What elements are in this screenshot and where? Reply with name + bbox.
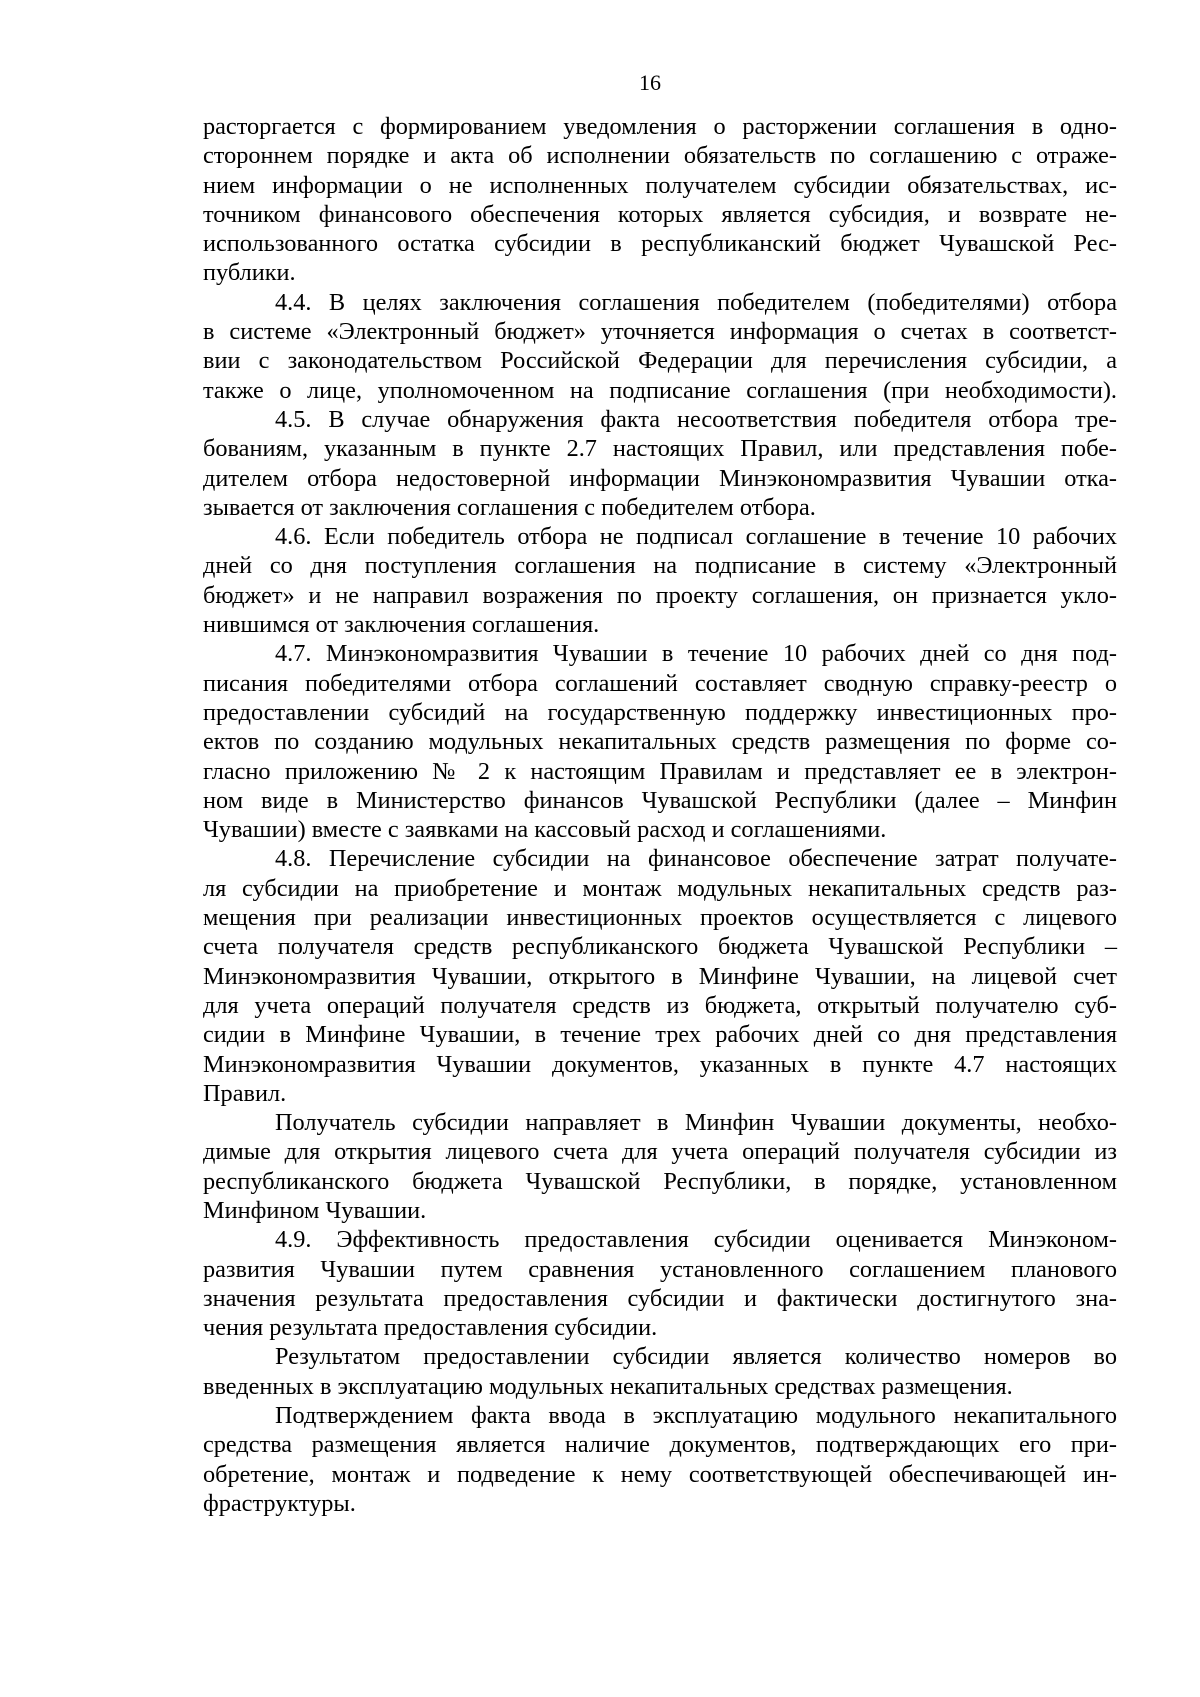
- text-line: фраструктуры.: [203, 1489, 356, 1517]
- text-line: развития Чувашии путем сравнения установленного соглашением планового: [203, 1255, 1117, 1283]
- text-line: средства размещения является наличие документов, подтверждающих его при-: [203, 1431, 1117, 1459]
- text-line: для учета операций получателя средств из бюджета, открытый получателю суб-: [203, 991, 1117, 1019]
- text-line: гласно приложению № 2 к настоящим Правилам и представляет ее в электрон-: [203, 757, 1117, 785]
- text-line: димые для открытия лицевого счета для учета операций получателя субсидии из: [203, 1138, 1117, 1166]
- page-number: 16: [639, 70, 661, 95]
- text-line: бюджет» и не направил возражения по проекту соглашения, он признается укло-: [203, 581, 1117, 609]
- text-line: зывается от заключения соглашения с победителем отбора.: [203, 493, 816, 521]
- text-line: нившимся от заключения соглашения.: [203, 611, 600, 639]
- text-line: предоставлении субсидий на государственную поддержку инвестиционных про-: [203, 698, 1117, 726]
- paragraph-4-8: [203, 844, 1117, 1108]
- text-line: ектов по созданию модульных некапитальных средств размещения по форме со-: [203, 728, 1117, 756]
- text-line: Результатом предоставлении субсидии является количество номеров во: [275, 1343, 1117, 1371]
- text-line: сидии в Минфине Чувашии, в течение трех рабочих дней со дня представления: [203, 1021, 1117, 1049]
- text-line: дителем отбора недостоверной информации Минэкономразвития Чувашии отка-: [203, 464, 1117, 492]
- text-line: 4.4. В целях заключения соглашения победителем (победителями) отбора: [275, 288, 1117, 316]
- text-line: Получатель субсидии направляет в Минфин Чувашии документы, необхо-: [275, 1109, 1117, 1137]
- text-line: обретение, монтаж и подведение к нему соответствующей обеспечивающей ин-: [203, 1460, 1117, 1488]
- text-line: значения результата предоставления субсидии и фактически достигнутого зна-: [203, 1284, 1117, 1312]
- text-line: в системе «Электронный бюджет» уточняется информация о счетах в соответст-: [203, 318, 1117, 346]
- paragraph-result: [203, 1342, 1117, 1401]
- text-line: вии с законодательством Российской Федерации для перечисления субсидии, а: [203, 347, 1117, 375]
- text-line: публики.: [203, 259, 296, 287]
- text-line: Минэкономразвития Чувашии, открытого в Минфине Чувашии, на лицевой счет: [203, 962, 1117, 990]
- text-line: мещения при реализации инвестиционных проектов осуществляется с лицевого: [203, 904, 1117, 932]
- text-line: Минэкономразвития Чувашии документов, указанных в пункте 4.7 настоящих: [203, 1050, 1117, 1078]
- document-body: [203, 112, 1117, 1518]
- text-line: Минфином Чувашии.: [203, 1196, 427, 1224]
- paragraph-4-7: [203, 639, 1117, 844]
- text-line: ном виде в Министерство финансов Чувашской Республики (далее – Минфин: [203, 786, 1117, 814]
- text-line: 4.5. В случае обнаружения факта несоответствия победителя отбора тре-: [275, 405, 1117, 433]
- text-line: стороннем порядке и акта об исполнении обязательств по соглашению с отраже-: [203, 142, 1117, 170]
- text-line: бованиям, указанным в пункте 2.7 настоящих Правил, или представления побе-: [203, 435, 1117, 463]
- text-line: счета получателя средств республиканского бюджета Чувашской Республики –: [203, 933, 1117, 961]
- text-line: писания победителями отбора соглашений составляет сводную справку-реестр о: [203, 669, 1117, 697]
- text-line: точником финансового обеспечения которых является субсидия, и возврате не-: [203, 200, 1117, 228]
- paragraph-recipient: [203, 1108, 1117, 1225]
- paragraph-4-6: [203, 522, 1117, 639]
- text-line: расторгается с формированием уведомления о расторжении соглашения в одно-: [203, 113, 1117, 140]
- text-line: ля субсидии на приобретение и монтаж модульных некапитальных средств раз-: [203, 874, 1117, 902]
- paragraph-4-5: [203, 405, 1117, 522]
- text-line: чения результата предоставления субсидии.: [203, 1314, 658, 1342]
- text-line: Подтверждением факта ввода в эксплуатацию модульного некапитального: [275, 1402, 1117, 1430]
- text-line: 4.6. Если победитель отбора не подписал соглашение в течение 10 рабочих: [275, 523, 1117, 551]
- text-line: также о лице, уполномоченном на подписание соглашения (при необходимости).: [203, 376, 1117, 404]
- text-line: Чувашии) вместе с заявками на кассовый расход и соглашениями.: [203, 816, 887, 844]
- text-line: республиканского бюджета Чувашской Республики, в порядке, установленном: [203, 1167, 1117, 1195]
- paragraph-4-4: [203, 288, 1117, 405]
- text-line: 4.9. Эффективность предоставления субсидии оценивается Минэконом-: [275, 1226, 1117, 1254]
- text-line: нием информации о не исполненных получателем субсидии обязательствах, ис-: [203, 171, 1117, 199]
- paragraph-confirmation: [203, 1401, 1117, 1518]
- text-line: дней со дня поступления соглашения на подписание в систему «Электронный: [203, 552, 1117, 580]
- text-line: 4.7. Минэкономразвития Чувашии в течение 10 рабочих дней со дня под-: [275, 640, 1117, 668]
- text-line: Правил.: [203, 1079, 287, 1107]
- paragraph-4-9: [203, 1225, 1117, 1342]
- text-line: 4.8. Перечисление субсидии на финансовое обеспечение затрат получате-: [275, 845, 1117, 873]
- paragraph: [203, 112, 1117, 288]
- text-line: введенных в эксплуатацию модульных некапитальных средствах размещения.: [203, 1372, 1013, 1400]
- text-line: использованного остатка субсидии в республиканский бюджет Чувашской Рес-: [203, 230, 1117, 258]
